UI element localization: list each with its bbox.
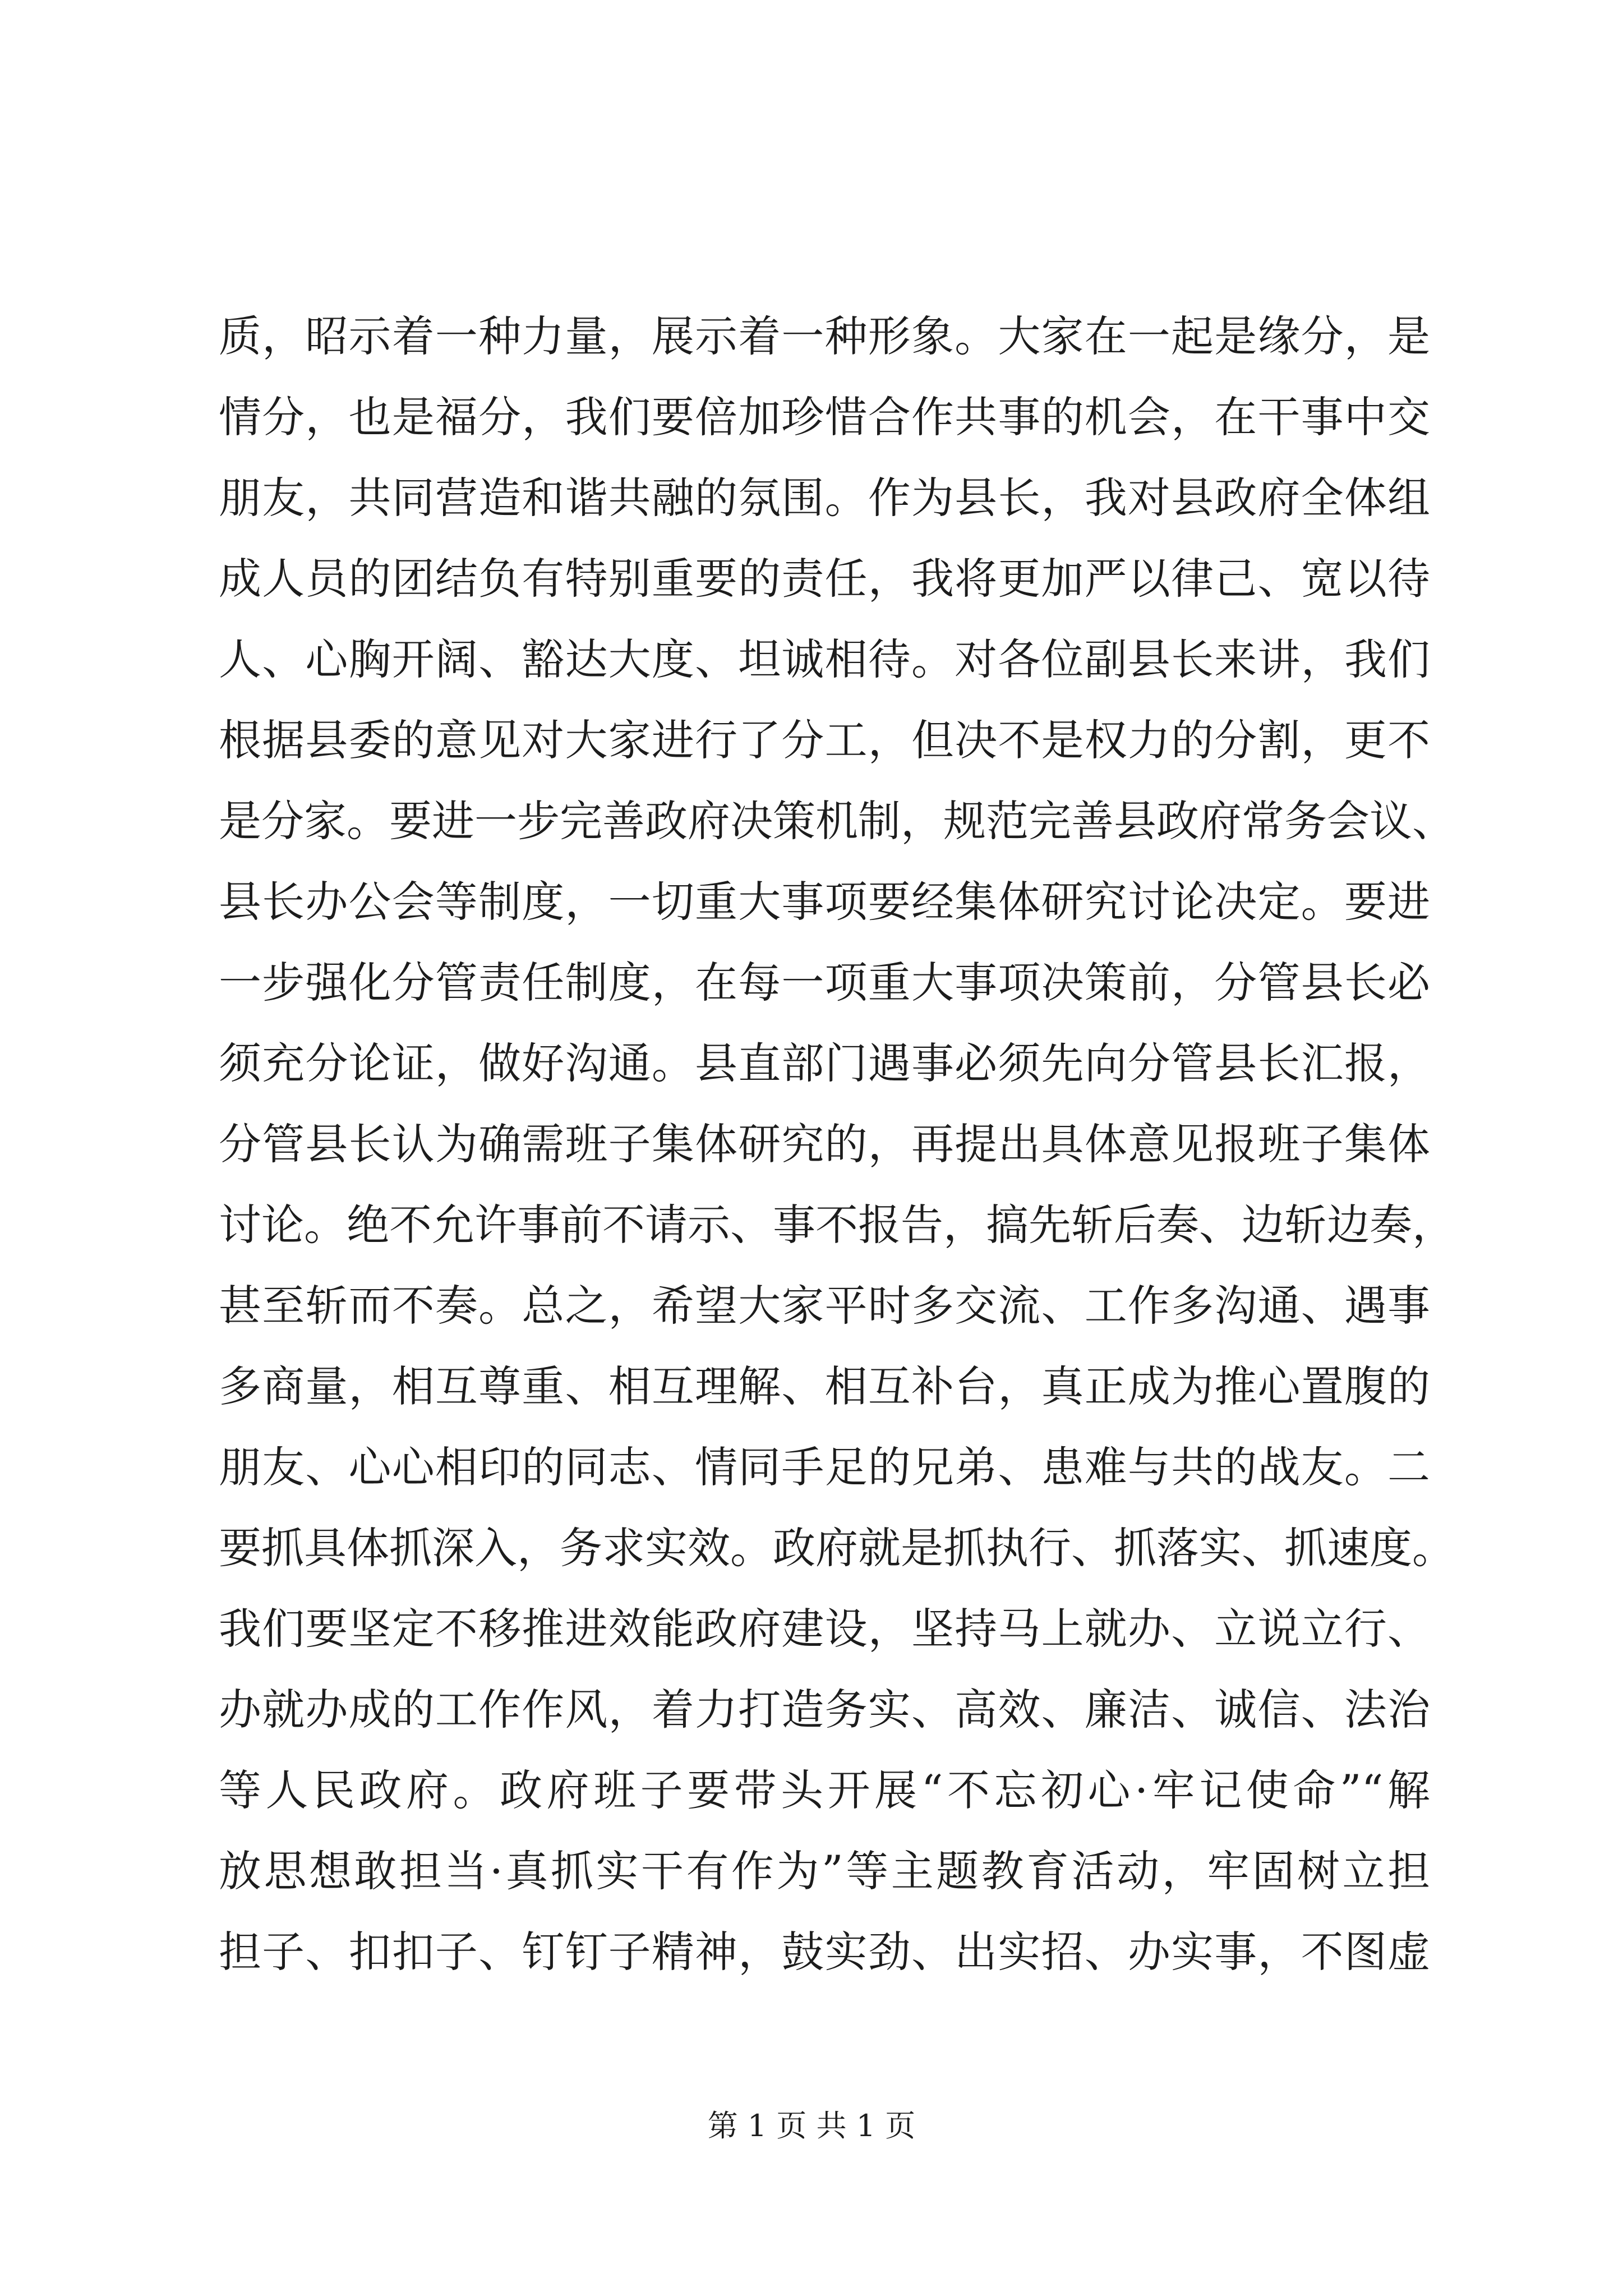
text-line: 质，昭示着一种力量，展示着一种形象。大家在一起是缘分，是 — [219, 311, 1430, 361]
text-line: 一步强化分管责任制度，在每一项重大事项决策前，分管县长必 — [219, 958, 1430, 1007]
text-line: 担子、扣扣子、钉钉子精神，鼓实劲、出实招、办实事，不图虚 — [219, 1927, 1430, 1977]
text-line: 情分，也是福分，我们要倍加珍惜合作共事的机会，在干事中交 — [219, 392, 1430, 442]
text-line: 多商量，相互尊重、相互理解、相互补台，真正成为推心置腹的 — [219, 1361, 1430, 1411]
text-line: 县长办公会等制度，一切重大事项要经集体研究讨论决定。要进 — [219, 877, 1430, 927]
body-text — [219, 296, 1455, 1993]
text-line: 甚至斩而不奏。总之，希望大家平时多交流、工作多沟通、遇事 — [219, 1281, 1430, 1331]
text-line: 朋友、心心相印的同志、情同手足的兄弟、患难与共的战友。二 — [219, 1442, 1430, 1492]
text-line: 朋友，共同营造和谐共融的氛围。作为县长，我对县政府全体组 — [219, 473, 1430, 523]
text-line: 放思想敢担当·真抓实干有作为”等主题教育活动，牢固树立担 — [219, 1846, 1430, 1896]
text-line: 办就办成的工作作风，着力打造务实、高效、廉洁、诚信、法治 — [219, 1685, 1430, 1734]
text-line: 成人员的团结负有特别重要的责任，我将更加严以律己、宽以待 — [219, 554, 1430, 604]
text-line: 根据县委的意见对大家进行了分工，但决不是权力的分割，更不 — [219, 715, 1430, 765]
text-line: 分管县长认为确需班子集体研究的，再提出具体意见报班子集体 — [219, 1119, 1430, 1169]
text-line: 须充分论证，做好沟通。县直部门遇事必须先向分管县长汇报， — [219, 1038, 1430, 1088]
text-line: 我们要坚定不移推进效能政府建设，坚持马上就办、立说立行、 — [219, 1604, 1430, 1654]
text-line: 是分家。要进一步完善政府决策机制，规范完善县政府常务会议、 — [219, 796, 1455, 846]
text-line: 要抓具体抓深入，务求实效。政府就是抓执行、抓落实、抓速度。 — [219, 1523, 1455, 1573]
text-line: 等人民政府。政府班子要带头开展“不忘初心·牢记使命”“解 — [219, 1765, 1430, 1815]
text-line: 人、心胸开阔、豁达大度、坦诚相待。对各位副县长来讲，我们 — [219, 634, 1430, 684]
page-number-footer: 第 1 页 共 1 页 — [707, 2108, 916, 2143]
text-line: 讨论。绝不允许事前不请示、事不报告，搞先斩后奏、边斩边奏， — [219, 1200, 1455, 1250]
